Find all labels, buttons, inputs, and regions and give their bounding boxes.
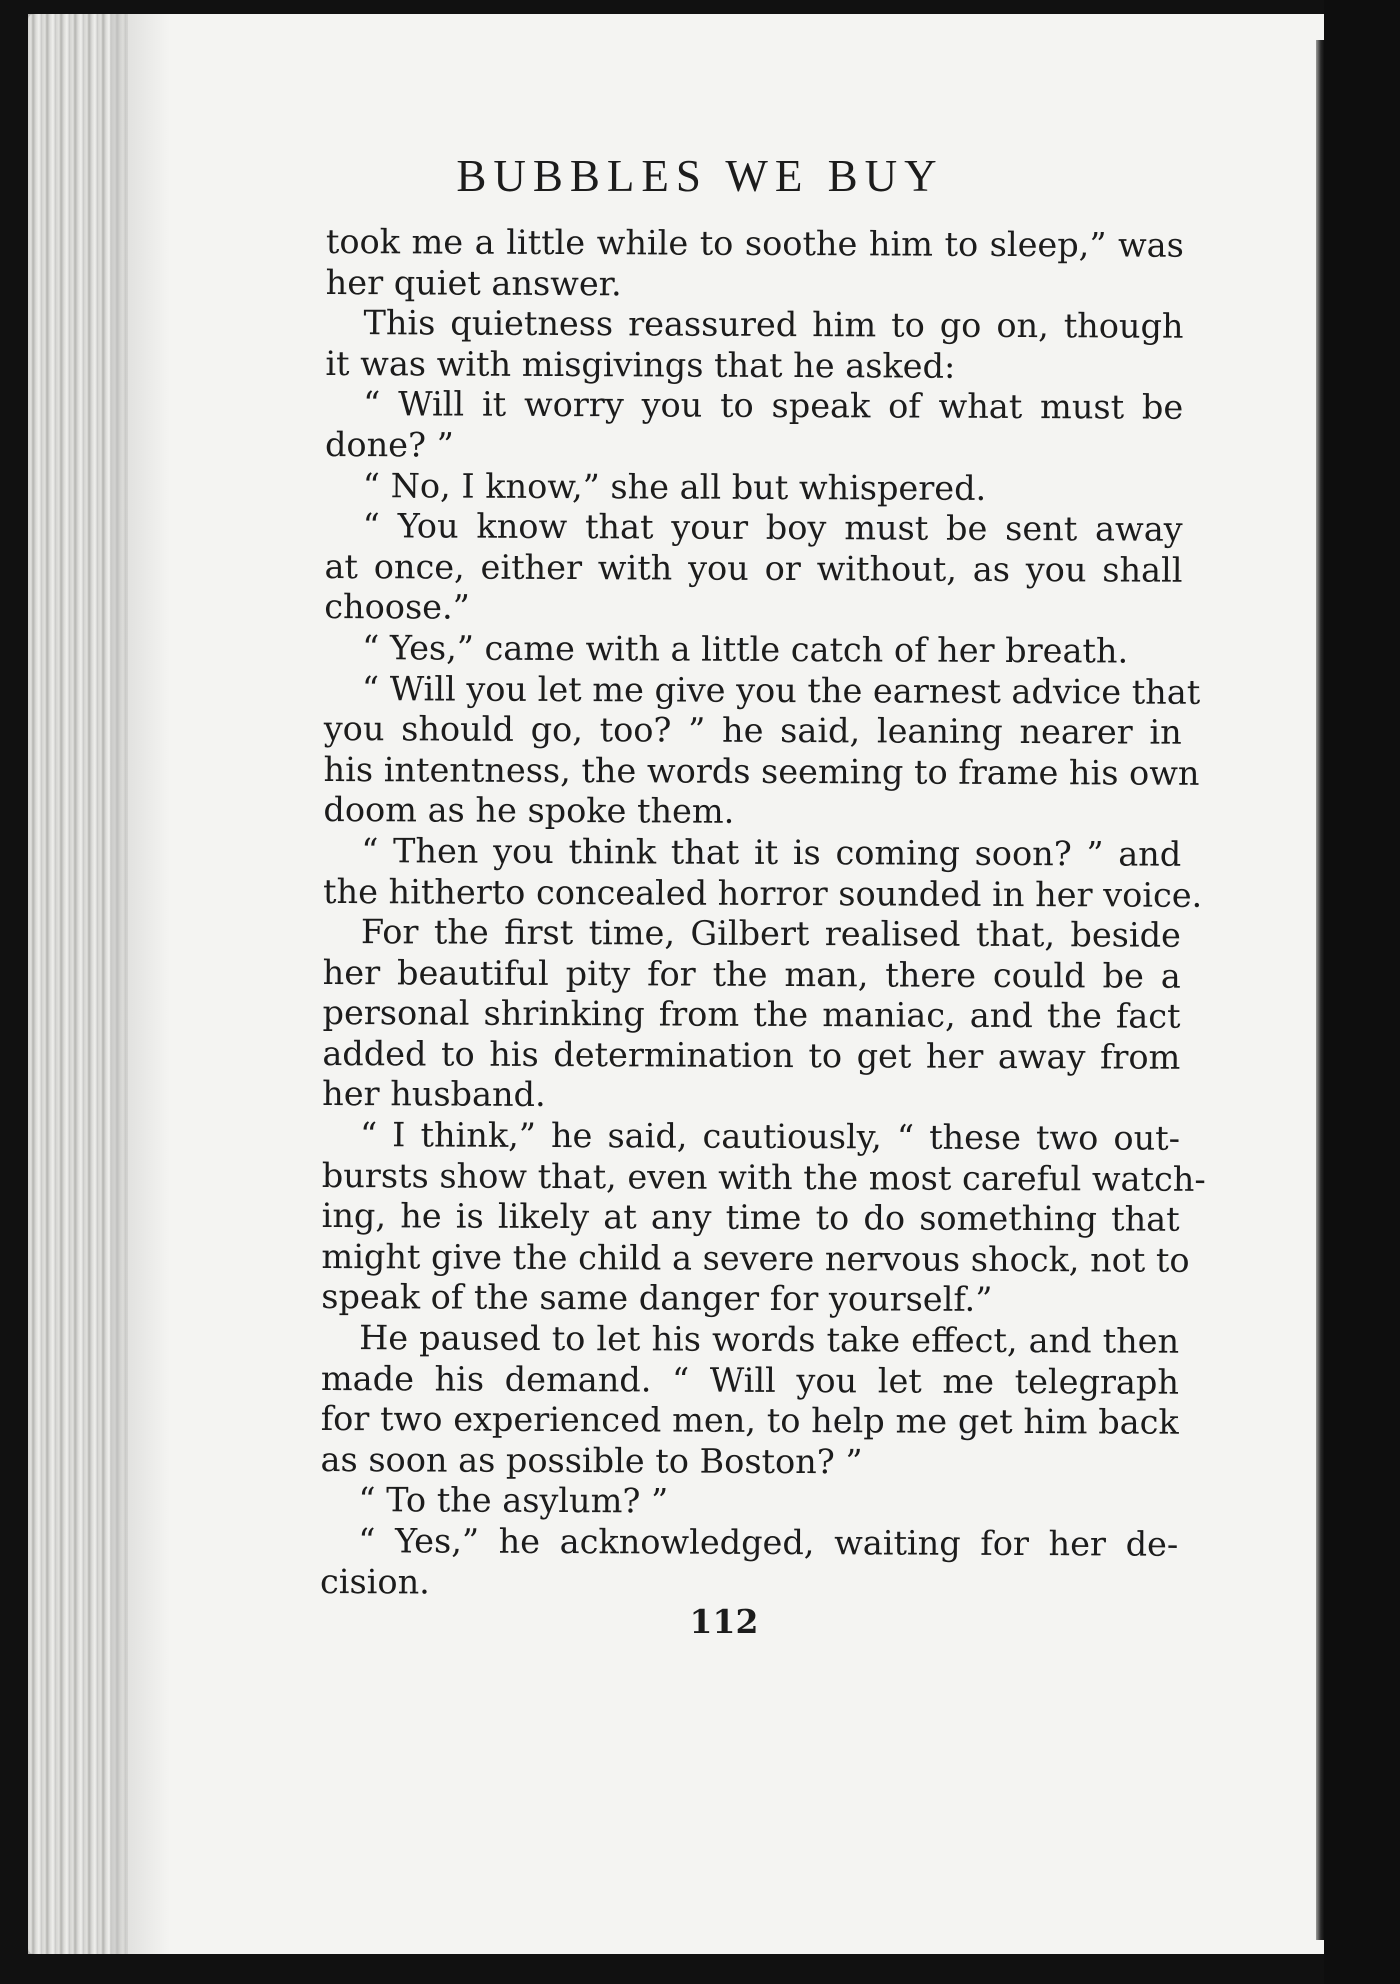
- text-line: might give the child a severe nervous shock, not to: [321, 1236, 1190, 1280]
- text-line: “ Yes,” he acknowledged, waiting for her de-: [358, 1521, 1179, 1564]
- text-line: choose.”: [324, 587, 470, 627]
- text-line: made his demand. “ Will you let me telegraph: [320, 1358, 1180, 1402]
- text-line: at once, either with you or without, as you shall: [324, 546, 1183, 590]
- text-line: personal shrinking from the maniac, and the fact: [322, 993, 1181, 1037]
- text-line: the hitherto concealed horror sounded in her voice.: [322, 871, 1203, 915]
- text-line: “ To the asylum? ”: [358, 1480, 669, 1521]
- text-line: For the first time, Gilbert realised that, beside: [360, 912, 1181, 955]
- text-line: “ Yes,” came with a little catch of her breath.: [362, 628, 1129, 671]
- page-number: 112: [689, 1602, 759, 1641]
- gutter-shadow: [110, 14, 170, 1954]
- text-line: her beautiful pity for the man, there could be a: [322, 952, 1181, 996]
- text-line: added to his determination to get her away from: [322, 1033, 1181, 1077]
- text-line: “ Will you let me give you the earnest advice that: [361, 668, 1201, 712]
- text-line: speak of the same danger for yourself.”: [321, 1277, 993, 1320]
- text-line: for two experienced men, to help me get him back: [320, 1399, 1179, 1442]
- text-line: “ Will it worry you to speak of what must be: [363, 384, 1184, 428]
- text-line: as soon as possible to Boston? ”: [320, 1439, 863, 1482]
- text-line: “ You know that your boy must be sent away: [362, 506, 1183, 549]
- text-line: his intentness, the words seeming to frame his own: [323, 749, 1200, 793]
- text-line: He paused to let his words take effect, and then: [359, 1318, 1180, 1361]
- text-line: cision.: [319, 1561, 430, 1602]
- text-line: bursts show that, even with the most careful watch-: [321, 1155, 1206, 1199]
- text-line: it was with misgivings that he asked:: [325, 343, 956, 386]
- text-line: “ I think,” he said, cautiously, “ these two out-: [359, 1115, 1181, 1158]
- body-text: [319, 222, 1206, 1606]
- text-line: This quietness reassured him to go on, though: [363, 303, 1184, 346]
- text-line: “ Then you think that it is coming soon? ” and: [361, 831, 1182, 874]
- running-head: BUBBLES WE BUY: [456, 151, 944, 201]
- text-line: doom as he spoke them.: [323, 790, 735, 832]
- text-line: took me a little while to soothe him to sleep,” was: [325, 222, 1184, 265]
- text-line: you should go, too? ” he said, leaning nearer in: [323, 709, 1182, 752]
- text-line: “ No, I know,” she all but whispered.: [362, 465, 987, 508]
- text-line: ing, he is likely at any time to do something that: [321, 1196, 1180, 1239]
- page-right-edge: [1316, 40, 1324, 1940]
- text-line: her quiet answer.: [325, 262, 622, 303]
- text-line: done? ”: [324, 424, 454, 465]
- text-line: her husband.: [322, 1074, 546, 1115]
- scan-background: [1324, 0, 1400, 1984]
